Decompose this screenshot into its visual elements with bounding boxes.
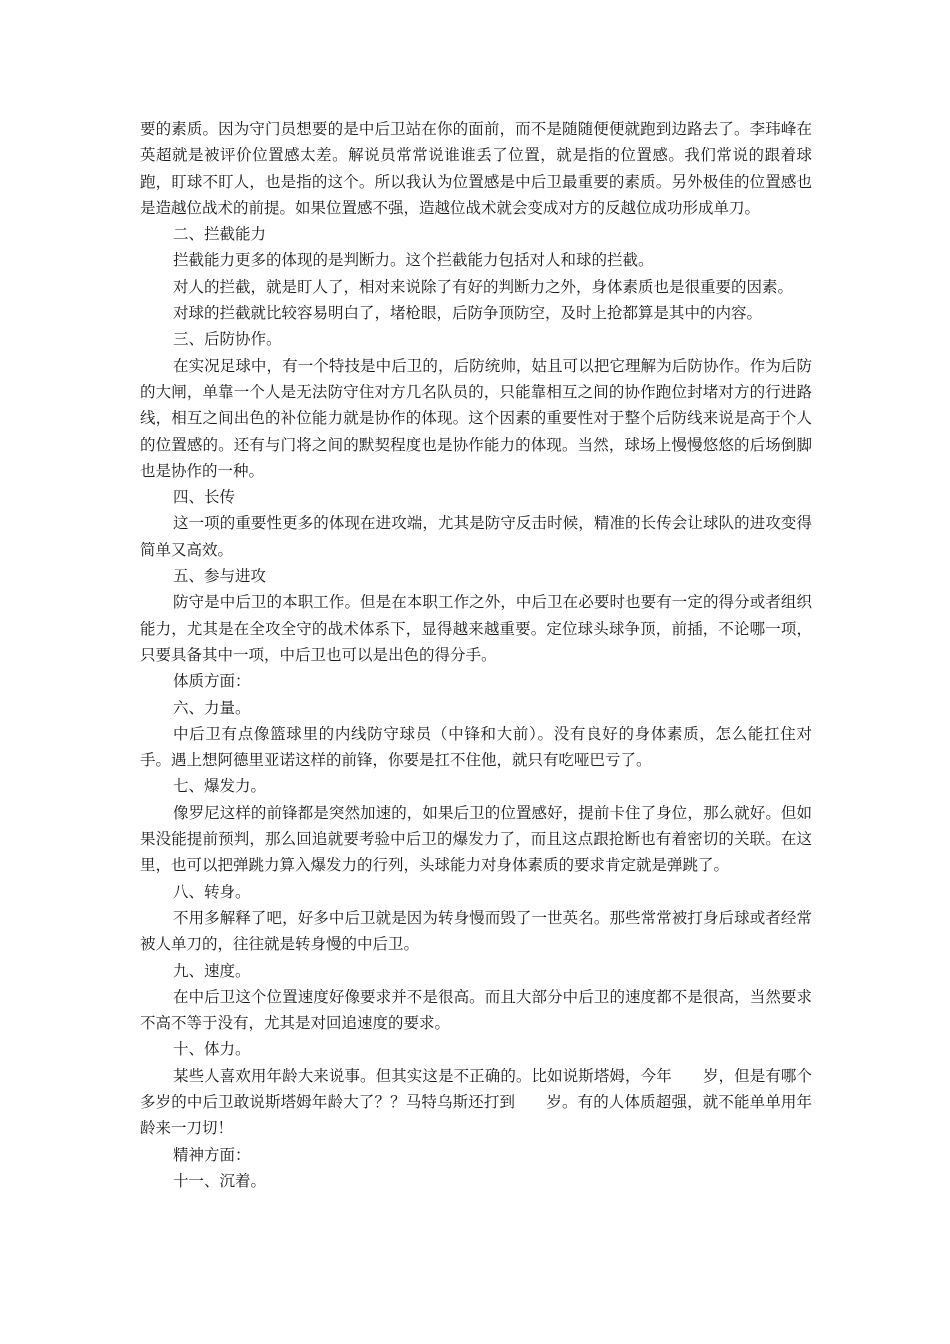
heading-interception: 二、拦截能力 bbox=[173, 225, 267, 244]
paragraph: 对球的拦截就比较容易明白了，堵枪眼，后防争顶防空，及时上抢都算是其中的内容。 bbox=[173, 304, 763, 323]
heading-cooperation: 三、后防协作。 bbox=[173, 330, 282, 349]
paragraph: 这一项的重要性更多的体现在进攻端，尤其是防守反击时候，精准的长传会让球队的进攻变得简单又高效。 bbox=[140, 514, 812, 559]
paragraph: 某些人喜欢用年龄大来说事。但其实这是不正确的。比如说斯塔姆，今年 岁，但是有哪个 多岁的中后卫敢说斯塔姆年龄大了？？马特乌斯还打到 岁。有的人体质超强，就不能单单用年龄来一刀切！ bbox=[140, 1066, 844, 1138]
paragraph: 在中后卫这个位置速度好像要求并不是很高。而且大部分中后卫的速度都不是很高，当然要求不高不等于没有，尤其是对回追速度的要求。 bbox=[140, 987, 812, 1033]
heading-turning: 八、转身。 bbox=[173, 882, 251, 901]
paragraph-continuation: 要的素质。因为守门员想要的是中后卫站在你的面前，而不是随随便便就跑到边路去了。李玮峰在英超就是被评价位置感太差。解说员常常说谁谁丢了位置，就是指的位置感。我们常说的跟着球跑，盯球不盯人，也是指的这个。所以我认为位置感是中后卫最重要的素质。另外极佳的位置感也是造越位战术的前提。如果位置感不强，造越位战术就会变成对方的反越位成功形成单刀。 bbox=[140, 120, 812, 217]
paragraph: 像罗尼这样的前锋都是突然加速的，如果后卫的位置感好，提前卡住了身位，那么就好。但如果没能提前预判，那么回追就要考验中后卫的爆发力了，而且这点跟抢断也有着密切的关联。在这里，也可以把弹跳力算入爆发力的行列，头球能力对身体素质的要求肯定就是弹跳了。 bbox=[140, 803, 812, 875]
heading-attack: 五、参与进攻 bbox=[173, 567, 267, 586]
paragraph: 在实况足球中，有一个特技是中后卫的，后防统帅，姑且可以把它理解为后防协作。作为后防的大闸，单靠一个人是无法防守住对方几名队员的，只能靠相互之间的协作跑位封堵对方的行进路线，相互之间出色的补位能力就是协作的体现。这个因素的重要性对于整个后防线来说是高于个人的位置感的。还有与门将之间的默契程度也是协作能力的体现。当然，球场上慢慢悠悠的后场倒脚也是协作的一种。 bbox=[140, 356, 812, 480]
paragraph: 中后卫有点像篮球里的内线防守球员（中锋和大前）。没有良好的身体素质，怎么能扛住对手。遇上想阿德里亚诺这样的前锋，你要是扛不住他，就只有吃哑巴亏了。 bbox=[140, 724, 812, 770]
document-body bbox=[140, 116, 844, 1194]
heading-strength: 六、力量。 bbox=[173, 698, 251, 717]
paragraph: 拦截能力更多的体现的是判断力。这个拦截能力包括对人和球的拦截。 bbox=[173, 251, 654, 270]
section-mental: 精神方面： bbox=[173, 1145, 251, 1164]
paragraph: 不用多解释了吧，好多中后卫就是因为转身慢而毁了一世英名。那些常常被打身后球或者经常被人单刀的，往往就是转身慢的中后卫。 bbox=[140, 908, 812, 954]
heading-explosiveness: 七、爆发力。 bbox=[173, 777, 267, 796]
heading-long-pass: 四、长传 bbox=[173, 488, 236, 507]
heading-speed: 九、速度。 bbox=[173, 961, 251, 980]
heading-composure: 十一、沉着。 bbox=[173, 1171, 267, 1190]
paragraph: 对人的拦截，就是盯人了，相对来说除了有好的判断力之外，身体素质也是很重要的因素。 bbox=[173, 277, 794, 296]
heading-stamina: 十、体力。 bbox=[173, 1040, 251, 1059]
section-physical: 体质方面： bbox=[173, 672, 251, 691]
paragraph: 防守是中后卫的本职工作。但是在本职工作之外，中后卫在必要时也要有一定的得分或者组织能力，尤其是在全攻全守的战术体系下，显得越来越重要。定位球头球争顶，前插，不论哪一项，只要具备其中一项，中后卫也可以是出色的得分手。 bbox=[140, 593, 812, 664]
